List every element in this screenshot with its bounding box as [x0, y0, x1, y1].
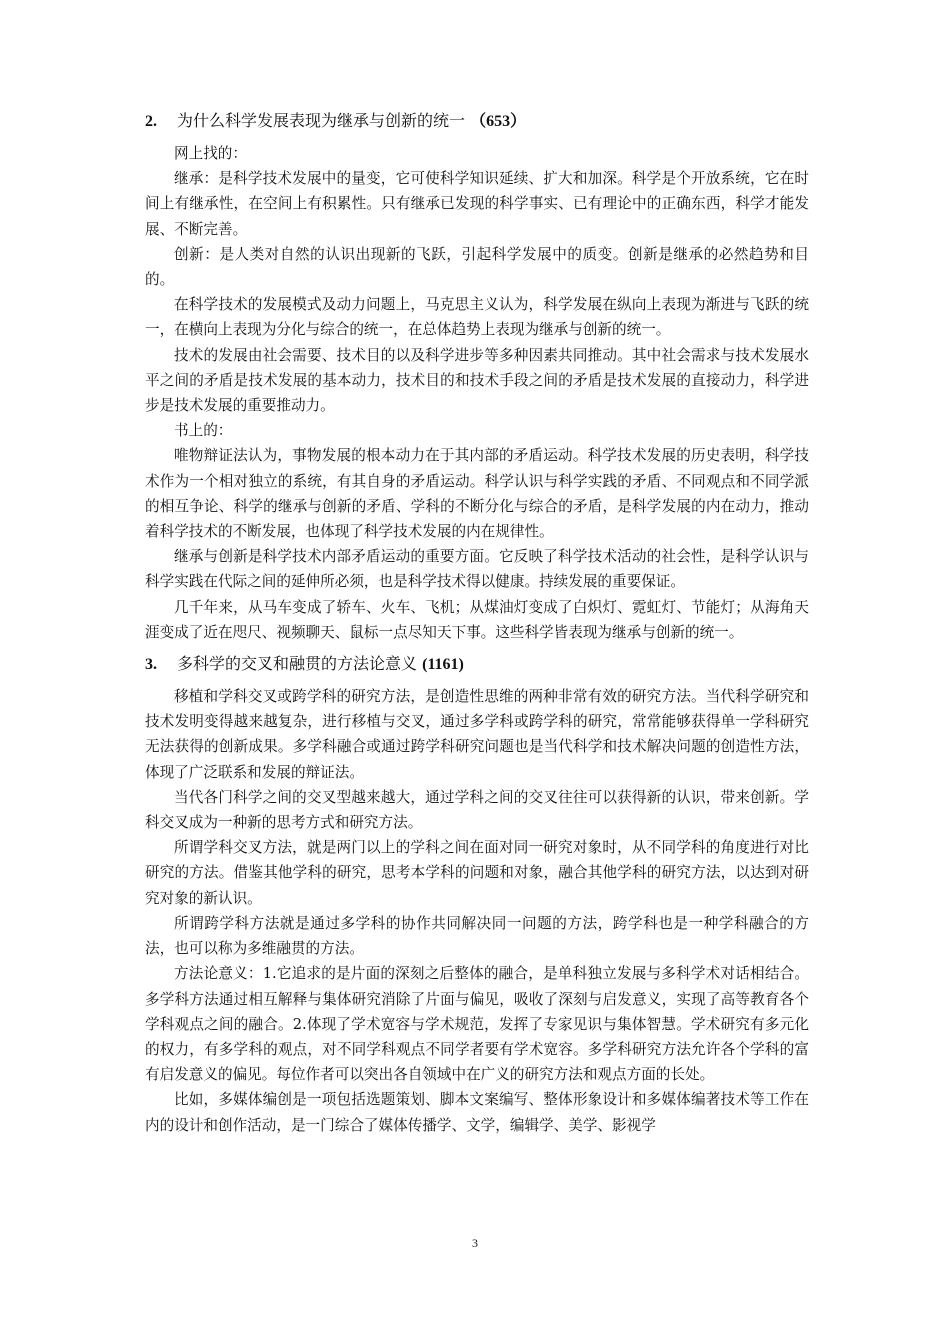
section-3-heading — [145, 651, 809, 678]
section-3-number: 3. — [145, 656, 157, 674]
paragraph: 书上的： — [174, 422, 233, 440]
paragraph: 几千年来，从马车变成了轿车、火车、飞机；从煤油灯变成了白炽灯、霓虹灯、节能灯；从海角天涯变成了近在咫尺、视频聊天、鼠标一点尽知天下事。这些科学皆表现为继承与创新的统一。 — [145, 598, 809, 641]
paragraph: 在科学技术的发展模式及动力问题上，马克思主义认为，科学发展在纵向上表现为渐进与飞跃的统一，在横向上表现为分化与综合的统一，在总体趋势上表现为继承与创新的统一。 — [145, 296, 809, 339]
paragraph: 移植和学科交叉或跨学科的研究方法，是创造性思维的两种非常有效的研究方法。当代科学研究和技术发明变得越来越复杂，进行移植与交叉，通过多学科或跨学科的研究，常常能够获得单一学科研究无法获得的创新成果。多学科融合或通过跨学科研究问题也是当代科学和技术解决问题的创造性方法，体现了广泛联系和发展的辩证法。 — [145, 688, 809, 781]
paragraph: 网上找的： — [174, 145, 247, 162]
paragraph: 所谓学科交叉方法，就是两门以上的学科之间在面对同一研究对象时，从不同学科的角度进行对比研究的方法。借鉴其他学科的研究，思考本学科的问题和对象，融合其他学科的研究方法，以达到对研究对象的新认识。 — [145, 839, 809, 907]
section-2-title: 为什么科学发展表现为继承与创新的统一 — [177, 111, 466, 130]
paragraph: 所谓跨学科方法就是通过多学科的协作共同解决同一问题的方法，跨学科也是一种学科融合的方法，也可以称为多维融贯的方法。 — [145, 914, 809, 958]
paragraph: 技术的发展由社会需要、技术目的以及科学进步等多种因素共同推动。其中社会需求与技术发展水平之间的矛盾是技术发展的基本动力，技术目的和技术手段之间的矛盾是技术发展的直接动力，科学进步是技术发展的重要推动力。 — [145, 346, 809, 415]
section-2-number: 2. — [145, 113, 157, 130]
page-number: 3 — [472, 1236, 478, 1250]
section-3-count: (1161) — [422, 656, 464, 674]
paragraph: 唯物辩证法认为，事物发展的根本动力在于其内部的矛盾运动。科学技术发展的历史表明，科学技术作为一个相对独立的系统，有其自身的矛盾运动。科学认识与科学实践的矛盾、不同观点和不同学派的相互争论、科学的继承与创新的矛盾、学科的不断分化与综合的矛盾，是科学发展的内在动力，推动着科学技术的不断发展，也体现了科学技术发展的内在规律性。 — [145, 447, 809, 541]
section-2-heading — [145, 108, 809, 135]
paragraph: 继承与创新是科学技术内部矛盾运动的重要方面。它反映了科学技术活动的社会性，是科学认识与科学实践在代际之间的延伸所必须，也是科学技术得以健康。持续发展的重要保证。 — [145, 548, 809, 591]
paragraph: 当代各门科学之间的交叉型越来越大，通过学科之间的交叉往往可以获得新的认识，带来创新。学科交叉成为一种新的思考方式和研究方法。 — [145, 788, 809, 832]
paragraph: 继承：是科学技术发展中的量变，它可使科学知识延续、扩大和加深。科学是个开放系统，它在时间上有继承性，在空间上有积累性。只有继承已发现的科学事实、已有理论中的正确东西，科学才能发展、不断完善。 — [145, 170, 809, 238]
section-3-title: 多科学的交叉和融贯的方法论意义 — [177, 654, 418, 674]
paragraph: 方法论意义：1.它追求的是片面的深刻之后整体的融合，是单科独立发展与多科学术对话相结合。多学科方法通过相互解释与集体研究消除了片面与偏见，吸收了深刻与启发意义，实现了高等教育各个学科观点之间的融合。2.体现了学术宽容与学术规范，发挥了专家见识与集体智慧。学术研究有多元化的权力，有多学科的观点，对不同学科观点不同学者要有学术宽容。多学科研究方法允许各个学科的富有启发意义的偏见。每位作者可以突出各自领域中在广义的研究方法和观点方面的长处。 — [145, 965, 809, 1084]
paragraph: 比如，多媒体编创是一项包括选题策划、脚本文案编写、整体形象设计和多媒体编著技术等工作在内的设计和创作活动，是一门综合了媒体传播学、文学，编辑学、美学、影视学 — [145, 1091, 809, 1134]
paragraph: 创新：是人类对自然的认识出现新的飞跃，引起科学发展中的质变。创新是继承的必然趋势和目的。 — [145, 245, 809, 289]
document-page — [145, 108, 809, 1138]
section-2-count: （653） — [470, 113, 527, 130]
